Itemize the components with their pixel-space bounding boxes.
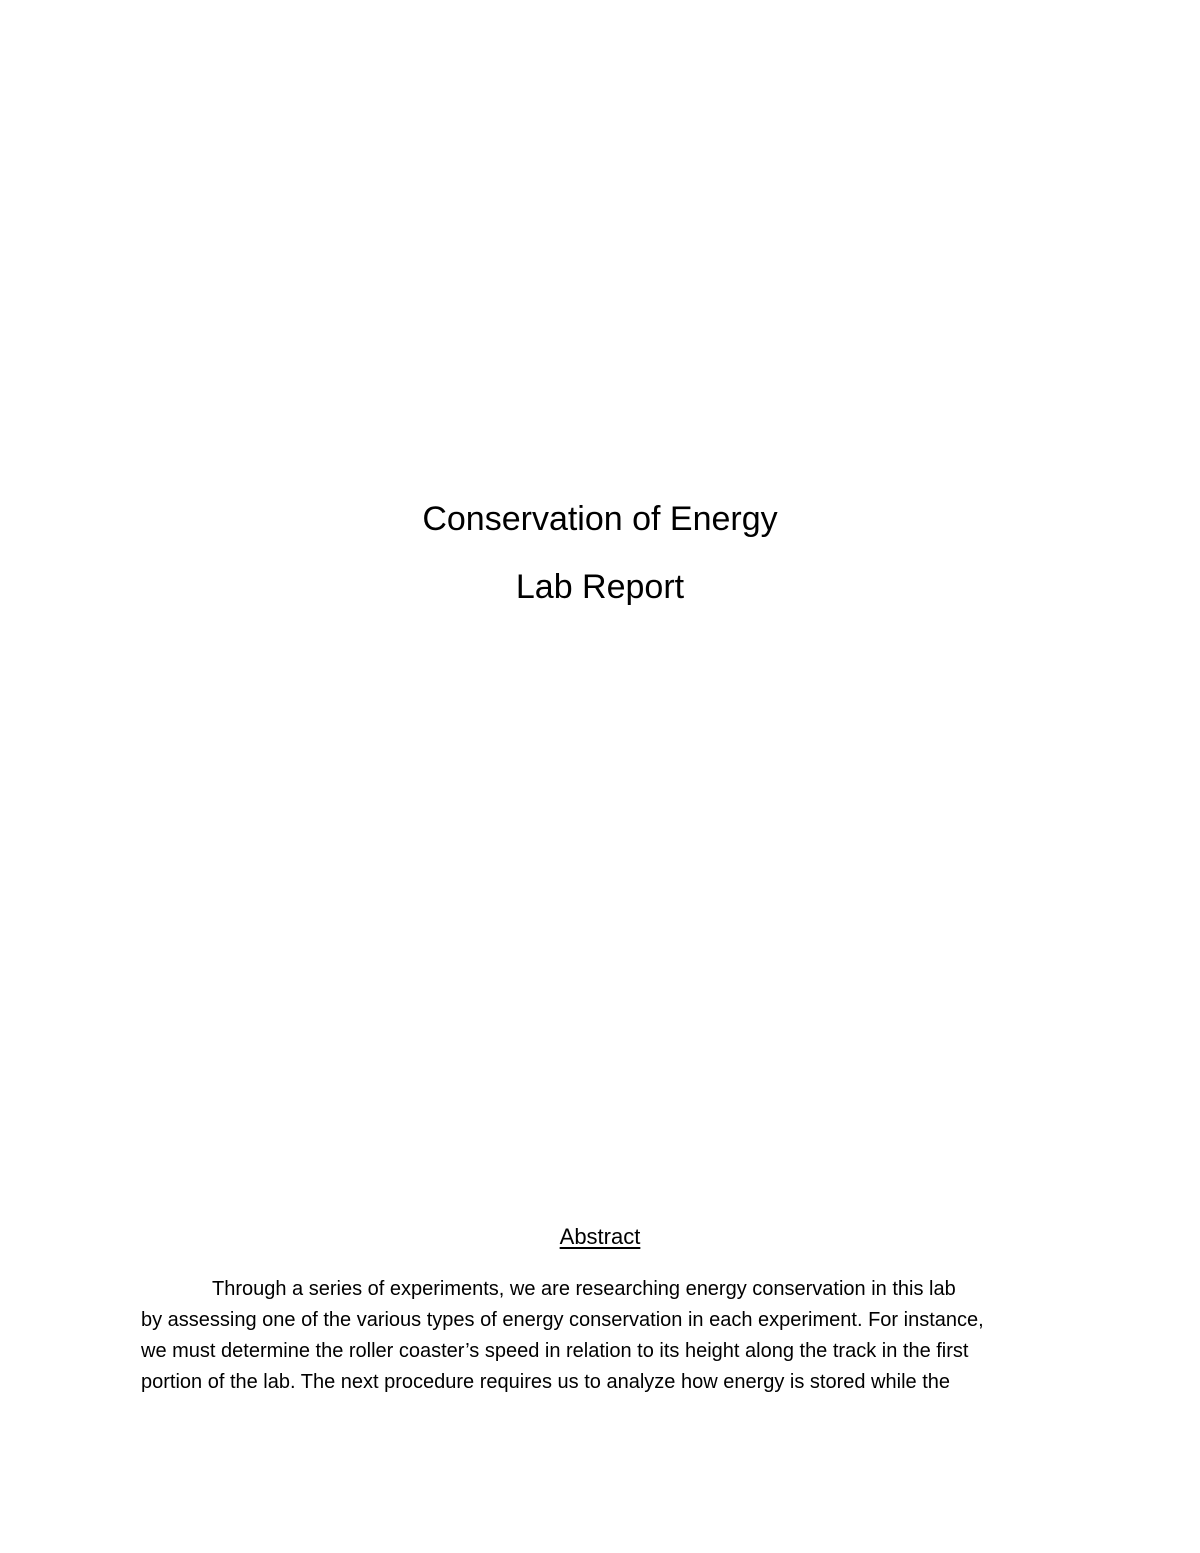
abstract-heading: Abstract — [559, 1224, 641, 1249]
abstract-line: Through a series of experiments, we are researching energy conservation in this lab — [212, 1278, 956, 1300]
abstract-line: by assessing one of the various types of energy conservation in each experiment. For instance, — [141, 1309, 984, 1331]
abstract-line: portion of the lab. The next procedure requires us to analyze how energy is stored while the — [141, 1371, 950, 1393]
title-block — [0, 497, 1200, 609]
abstract-paragraph — [141, 1274, 1061, 1398]
abstract-line: we must determine the roller coaster’s speed in relation to its height along the track in the first — [141, 1340, 969, 1362]
document-title: Conservation of Energy — [422, 500, 778, 538]
document-subtitle: Lab Report — [515, 568, 685, 606]
